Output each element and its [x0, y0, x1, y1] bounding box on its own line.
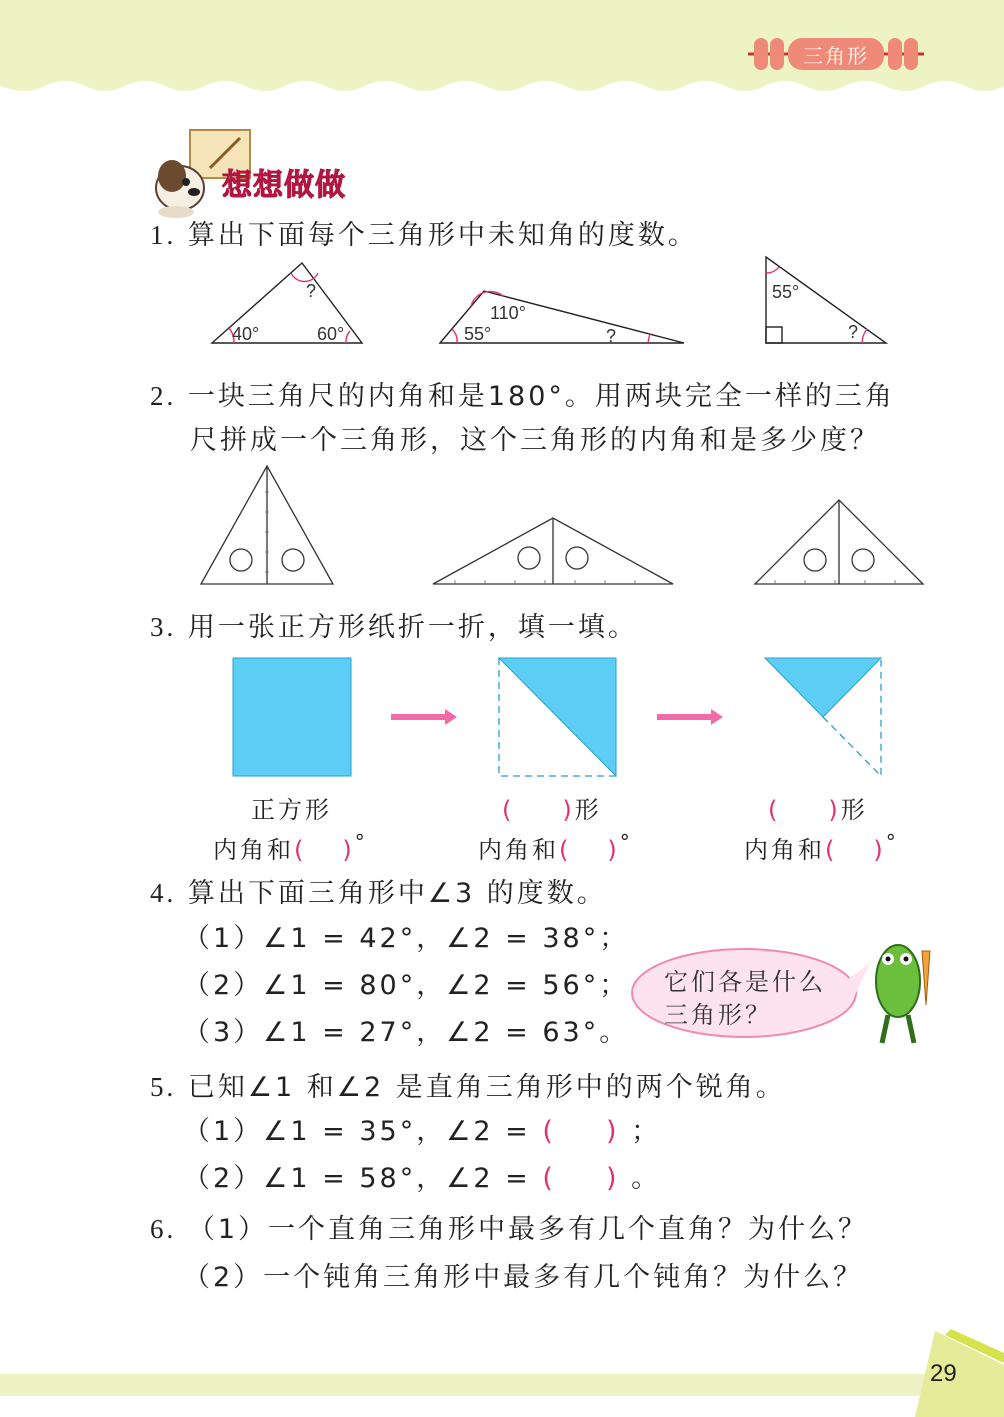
section-title: 想想做做 [222, 168, 346, 203]
question-text: 算出下面每个三角形中未知角的度数。 [187, 220, 698, 251]
question-number: 2. [150, 381, 177, 411]
footer-band [0, 1374, 1004, 1396]
q5-item-2: （2）∠1 = 58°，∠2 = ( ) 。 [183, 1163, 662, 1194]
q5-item-1: （1）∠1 = 35°，∠2 = ( ) ； [183, 1116, 662, 1147]
folding-diagram [225, 650, 890, 785]
question-6-line-2: （2）一个钝角三角形中最多有几个钝角？为什么？ [183, 1262, 864, 1293]
q1-triangles [200, 255, 900, 355]
page-number: 29 [930, 1360, 957, 1387]
question-5-text [150, 1074, 786, 1101]
question-2-line-2: 尺拼成一个三角形，这个三角形的内角和是多少度？ [190, 425, 880, 456]
shape-1-angle-sum: 内角和( )° [213, 830, 368, 864]
q4-item-2: （2）∠1 = 80°，∠2 = 56°； [183, 970, 630, 1001]
question-number: 6. [150, 1214, 177, 1244]
tri-a-right-label: 60° [317, 324, 345, 344]
question-number: 4. [150, 878, 177, 908]
shape-3-name: ( )形 [768, 796, 868, 824]
tri-c-top-label: 55° [772, 282, 800, 302]
question-1-text [150, 222, 698, 249]
shape-2-name: ( )形 [502, 796, 602, 824]
question-2-line-1 [150, 383, 895, 410]
shape-1-name: 正方形 [251, 796, 332, 824]
tri-c-bottom-label: ? [848, 322, 859, 342]
tri-a-top-label: ? [306, 281, 317, 301]
set-square-diagrams [195, 462, 930, 592]
speech-bubble-text: 它们各是什么 三角形？ [664, 968, 826, 1029]
tri-b-right-label: ? [606, 326, 617, 346]
question-4-text [150, 880, 607, 907]
question-3-text [150, 614, 638, 641]
q4-item-1: （1）∠1 = 42°，∠2 = 38°； [183, 923, 630, 954]
question-6-line-1 [150, 1216, 868, 1243]
shape-2-angle-sum: 内角和( )° [478, 830, 633, 864]
question-text: 算出下面三角形中∠3 的度数。 [187, 878, 607, 909]
question-text: 用一张正方形纸折一折，填一填。 [187, 612, 638, 643]
shape-3-angle-sum: 内角和( )° [744, 830, 899, 864]
question-text: （1）一个直角三角形中最多有几个直角？为什么？ [187, 1214, 869, 1245]
tri-b-top-label: 110° [490, 303, 526, 323]
question-text: 一块三角尺的内角和是180°。用两块完全一样的三角 [187, 381, 895, 412]
tri-a-left-label: 40° [232, 324, 260, 344]
question-number: 1. [150, 220, 177, 250]
question-number: 5. [150, 1072, 177, 1102]
question-text: 已知∠1 和∠2 是直角三角形中的两个锐角。 [187, 1072, 786, 1103]
question-number: 3. [150, 612, 177, 642]
tri-b-left-label: 55° [464, 324, 492, 344]
chapter-title: 三角形 [803, 44, 869, 68]
q4-item-3: （3）∠1 = 27°，∠2 = 63°。 [183, 1017, 630, 1048]
